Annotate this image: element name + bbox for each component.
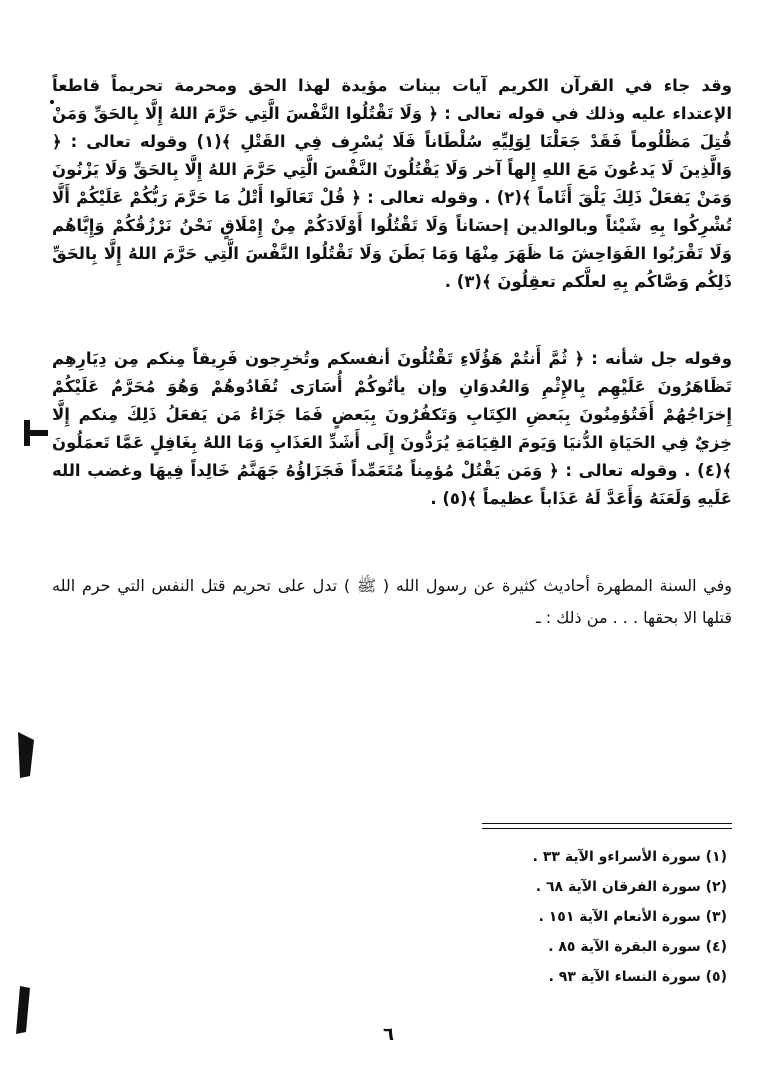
paragraph-sunnah bbox=[52, 570, 732, 634]
footnote-divider bbox=[482, 828, 732, 829]
footnote-item: (٣) سورة الأنعام الآية ١٥١ . bbox=[538, 909, 727, 925]
scan-mark bbox=[22, 418, 52, 448]
scan-mark bbox=[16, 732, 36, 778]
paragraph-quran-verses bbox=[52, 72, 732, 296]
page-number: ٦ bbox=[383, 1024, 394, 1045]
footnote-divider bbox=[482, 823, 732, 824]
footnote-item: (١) سورة الأسراءو الآية ٣٣ . bbox=[532, 849, 727, 865]
paragraph-text: وقد جاء في القرآن الكريم آيات بينات مؤيدة لهذا الحق ومحرمة تحريماً قاطعاً الإعتداء عليه وذلك في قوله تعالى : ﴿ وَلَا تَقْتُلُوا النَّفْسَ الَّتِي حَرَّمَ اللهُ إِلَّا بِالحَقِّ وَمَنْ قُتِلَ مَظْلُوماً فَقَدْ جَعَلْنَا لِوَلِيِّهِ سُلْطَاناً فَلَا يُسْرِف فِي القَتْلِ ﴾(١) وقوله تعالى : ﴿ وَالَّذِينَ لَا يَدعُونَ مَعَ اللهِ إِلهاً آخر وَلَا يَقْتُلُونَ النَّفْسَ الَّتِي حَرَّمَ اللهُ إِلَّا بِالحَقِّ وَلَا يَزْنُونَ وَمَنْ يَفعَلْ ذَلِكَ يَلْقَ أَثَاماً ﴾(٢) . وقوله تعالى : ﴿ قُلْ تَعَالَوا أَتْلُ مَا حَرَّمَ رَبُّكُمْ عَلَيْكُمْ أَلَّا تُشْرِكُوا بِهِ شَيْئاً وبالوالدين إحسَاناً وَلَا تَقْتُلُوا أَوْلَادَكُمْ مِنْ إِمْلَاقٍ نَحْنُ نَرْزُقُكُمْ وَإِيَّاهُم وَلَا تَقْرَبُوا الفَوَاحِشَ مَا ظَهَرَ مِنْهَا وَمَا بَطَنَ وَلَا تَقْتُلُوا النَّفْسَ الَّتِي حَرَّمَ اللهُ إِلَّا بِالحَقِّ ذَلِكُم وَصَّاكُم بِهِ لعلَّكم تعقِلُونَ ﴾(٣) . bbox=[52, 76, 732, 291]
footnote-item: (٤) سورة البقرة الآية ٨٥ . bbox=[548, 939, 727, 955]
footnotes-list bbox=[327, 842, 727, 992]
paragraph-more-verses bbox=[52, 345, 732, 513]
footnote-item: (٥) سورة النساء الآية ٩٣ . bbox=[548, 969, 727, 985]
paragraph-text: وفي السنة المطهرة أحاديث كثيرة عن رسول الله ( ﷺ ) تدل على تحريم قتل النفس التي حرم الله قتلها الا بحقها . . . من ذلك : ـ bbox=[52, 576, 732, 627]
paragraph-text: وقوله جل شأنه : ﴿ ثُمَّ أَنتُمْ هَؤُلَاءِ تَقْتُلُونَ أنفسكم وتُخرِجون فَرِيقاً مِنكم مِن دِيَارِهِم تَظَاهَرُونَ عَلَيْهِم بِالإِثْمِ وَالعُدوَانِ وإن يأتُوكُمْ أُسَارَى تُفَادُوهُمْ وَهُوَ مُحَرَّمٌ عَلَيْكُمْ إِخرَاجُهُمْ أَفَتُؤمِنُونَ بِبَعضِ الكِتَابِ وَتَكفُرُونَ بِبَعضٍ فَمَا جَزَاءُ مَن يَفعَلُ ذَلِكَ مِنكم إِلَّا خِزيٌ فِي الحَيَاةِ الدُّنيَا وَيَومَ القِيَامَةِ يُرَدُّونَ إِلَى أَشَدِّ العَذَابِ وَمَا اللهُ بِغَافِلٍ عَمَّا تَعمَلُونَ ﴾(٤) . وقوله تعالى : ﴿ وَمَن يَقْتُلْ مُؤمِناً مُتَعَمِّداً فَجَزَاؤُهُ جَهَنَّمُ خَالِداً فِيهَا وغضب الله عَلَيهِ وَلَعَنَهُ وَأَعَدَّ لَهُ عَذَاباً عظيماً ﴾(٥) . bbox=[52, 349, 732, 508]
footnote-item: (٢) سورة الفرقان الآية ٦٨ . bbox=[535, 879, 727, 895]
